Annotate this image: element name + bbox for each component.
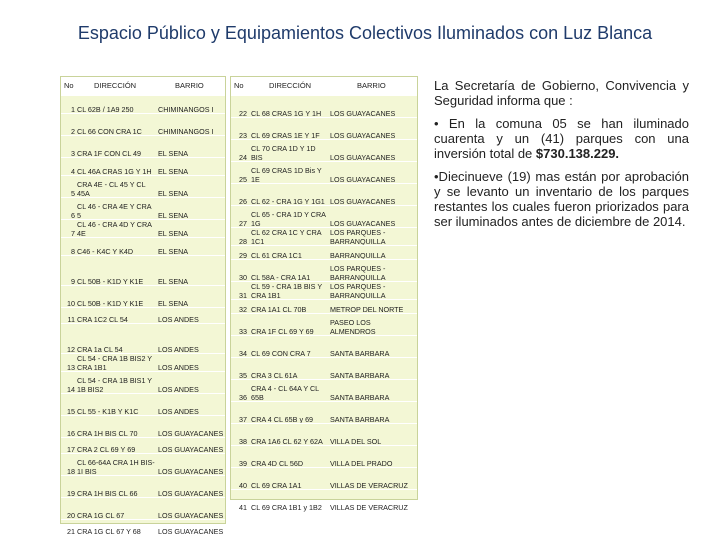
cell-dir: CRA 4 CL 65B y 69 [251,415,314,424]
table-row [231,445,417,468]
cell-no: 7 [71,229,75,238]
cell-dir: CL 66-64A CRA 1H BIS- 1I BIS [77,458,155,476]
cell-barrio: LOS ANDES [158,385,199,394]
cell-barrio: SANTA BARBARA [330,415,390,424]
cell-barrio: LOS PARQUES - BARRANQUILLA [330,282,386,300]
right-table [230,76,418,512]
bullet-investment [434,116,689,161]
cell-dir: CL 66 CON CRA 1C [77,127,142,136]
table-row [231,423,417,446]
table-row [61,519,225,536]
cell-barrio: LOS GUAYACANES [158,511,224,520]
cell-barrio: LOS GUAYACANES [330,197,396,206]
cell-dir: CL 50B - K1D Y K1E [77,277,144,286]
investment-amount: $730.138.229. [535,146,620,161]
cell-dir: CL 46 - CRA 4D Y CRA 4E [77,220,152,238]
description-panel [434,78,689,237]
cell-barrio: LOS GUAYACANES [330,153,396,162]
cell-dir: CL 46A CRAS 1G Y 1H [77,167,152,176]
cell-barrio: LOS PARQUES - BARRANQUILLA [330,264,386,282]
cell-no: 8 [71,247,75,256]
cell-no: 11 [67,315,75,324]
cell-no: 21 [67,527,75,536]
cell-no: 14 [67,385,75,394]
cell-barrio: EL SENA [158,277,189,286]
cell-dir: CRA 1A1 CL 70B [251,305,307,314]
table-row [61,371,225,394]
cell-no: 17 [67,445,75,454]
table-row [61,307,225,324]
cell-barrio: PASEO LOS ALMENDROS [330,318,376,336]
intro-text: La Secretaría de Gobierno, Convivencia y Seguridad informa que : [434,78,689,108]
cell-no: 29 [239,251,247,260]
cell-barrio: LOS GUAYACANES [158,489,224,498]
table-row [61,219,225,238]
cell-no: 40 [239,481,247,490]
cell-dir: CRA 1C2 CL 54 [77,315,128,324]
table-row [61,113,225,136]
table-row [61,353,225,372]
left-table [60,76,226,536]
table-row [61,475,225,498]
cell-no: 38 [239,437,247,446]
cell-no: 37 [239,415,247,424]
bullet-investment-text: • En la comuna 05 se han iluminado cuarenta y un (41) parques con una inversión total de [434,116,689,161]
table-row [61,415,225,438]
table-row [231,335,417,358]
cell-dir: CL 46 - CRA 4E Y CRA 5 [77,202,152,220]
table-row [61,197,225,220]
cell-no: 6 [71,211,75,220]
cell-no: 10 [67,299,75,308]
right-header-row [231,77,417,95]
cell-no: 5 [71,189,75,198]
cell-dir: CRA 1F CL 69 Y 69 [251,327,314,336]
cell-barrio: LOS PARQUES - BARRANQUILLA [330,228,386,246]
cell-barrio: CHIMINANGOS I [158,127,214,136]
table-row [231,401,417,424]
cell-dir: CL 58A - CRA 1A1 [251,273,311,282]
cell-barrio: SANTA BARBARA [330,349,390,358]
cell-dir: CRA 4D CL 56D [251,459,304,468]
cell-no: 27 [239,219,247,228]
header-barrio: BARRIO [357,81,386,90]
table-row [61,453,225,476]
table-row [61,135,225,158]
left-header-row [61,77,225,95]
cell-dir: CRA 4 - CL 64A Y CL 65B [251,384,319,402]
cell-no: 15 [67,407,75,416]
cell-barrio: LOS ANDES [158,363,199,372]
cell-barrio: CHIMINANGOS I [158,105,214,114]
cell-dir: CL 62 - CRA 1G Y 1G1 [251,197,325,206]
cell-dir: CRA 1G CL 67 Y 68 [77,527,141,536]
table-row [61,237,225,256]
table-row [231,95,417,118]
cell-no: 19 [67,489,75,498]
table-row [231,227,417,246]
cell-no: 34 [239,349,247,358]
cell-dir: CL 69 CRAS 1E Y 1F [251,131,320,140]
table-row [231,161,417,184]
table-row [231,313,417,336]
cell-dir: CL 62B / 1A9 250 [77,105,134,114]
cell-barrio: EL SENA [158,149,189,158]
cell-barrio: EL SENA [158,211,189,220]
cell-no: 26 [239,197,247,206]
header-barrio: BARRIO [175,81,204,90]
cell-barrio: SANTA BARBARA [330,371,390,380]
cell-no: 16 [67,429,75,438]
cell-barrio: VILLAS DE VERACRUZ [330,503,408,512]
cell-dir: CRA 3 CL 61A [251,371,298,380]
cell-no: 2 [71,127,75,136]
table-row [231,379,417,402]
cell-barrio: VILLA DEL SOL [330,437,382,446]
cell-dir: CRA 1A6 CL 62 Y 62A [251,437,323,446]
cell-dir: CL 50B - K1D Y K1E [77,299,144,308]
cell-barrio: EL SENA [158,247,189,256]
table-row [231,259,417,282]
table-row [231,117,417,140]
cell-no: 28 [239,237,247,246]
cell-barrio: EL SENA [158,189,189,198]
cell-no: 13 [67,363,75,372]
cell-dir: CL 55 - K1B Y K1C [77,407,139,416]
cell-barrio: LOS GUAYACANES [158,467,224,476]
bullet-pending: •Diecinueve (19) mas están por aprobación y se levanto un inventario de los parques restantes los cuales fueron priorizados para ser iluminados antes de diciembre de 2014. [434,169,689,229]
cell-barrio: LOS ANDES [158,315,199,324]
cell-dir: CRA 4E - CL 45 Y CL 45A [77,180,146,198]
cell-dir: CL 61 CRA 1C1 [251,251,302,260]
cell-dir: CL 69 CON CRA 7 [251,349,311,358]
table-row [61,285,225,308]
cell-barrio: LOS ANDES [158,345,199,354]
cell-dir: CL 69 CRA 1A1 [251,481,302,490]
cell-dir: CL 62 CRA 1C Y CRA 1C1 [251,228,322,246]
cell-dir: CL 70 CRA 1D Y 1D BIS [251,144,316,162]
header-no: No [234,81,244,90]
cell-dir: CRA 1H BIS CL 70 [77,429,138,438]
cell-dir: CL 54 - CRA 1B BIS1 Y 1B BIS2 [77,376,152,394]
cell-no: 4 [71,167,75,176]
cell-no: 39 [239,459,247,468]
cell-no: 41 [239,503,247,512]
cell-no: 18 [67,467,75,476]
cell-dir: CRA 2 CL 69 Y 69 [77,445,136,454]
cell-barrio: LOS GUAYACANES [158,429,224,438]
table-row [231,139,417,162]
cell-no: 1 [71,105,75,114]
table-row [231,467,417,490]
cell-dir: CL 54 - CRA 1B BIS2 Y CRA 1B1 [77,354,152,372]
cell-no: 36 [239,393,247,402]
cell-barrio: LOS ANDES [158,407,199,416]
table-row [231,489,417,512]
table-row [231,299,417,314]
table-row [61,393,225,416]
cell-barrio: EL SENA [158,229,189,238]
cell-dir: CL 65 - CRA 1D Y CRA 1G [251,210,326,228]
cell-barrio: VILLAS DE VERACRUZ [330,481,408,490]
table-row [231,357,417,380]
header-no: No [64,81,74,90]
cell-dir: CRA 1G CL 67 [77,511,125,520]
cell-dir: C46 - K4C Y K4D [77,247,134,256]
cell-dir: CL 69 CRAS 1D Bis Y 1E [251,166,322,184]
table-row [61,95,225,114]
cell-barrio: LOS GUAYACANES [158,527,224,536]
table-row [61,175,225,198]
cell-barrio: EL SENA [158,299,189,308]
cell-barrio: LOS GUAYACANES [330,219,396,228]
cell-no: 9 [71,277,75,286]
table-row [231,183,417,206]
table-row [61,255,225,286]
cell-barrio: SANTA BARBARA [330,393,390,402]
table-row [231,245,417,260]
cell-barrio: EL SENA [158,167,189,176]
cell-barrio: LOS GUAYACANES [330,131,396,140]
cell-dir: CRA 1F CON CL 49 [77,149,142,158]
cell-barrio: VILLA DEL PRADO [330,459,393,468]
page-title: Espacio Público y Equipamientos Colectivos Iluminados con Luz Blanca [77,23,653,43]
cell-dir: CL 69 CRA 1B1 y 1B2 [251,503,322,512]
header-direccion: DIRECCIÓN [269,81,312,90]
table-row [231,281,417,300]
cell-no: 3 [71,149,75,158]
cell-barrio: LOS GUAYACANES [158,445,224,454]
cell-barrio: LOS GUAYACANES [330,175,396,184]
cell-dir: CL 68 CRAS 1G Y 1H [251,109,322,118]
cell-no: 33 [239,327,247,336]
cell-no: 25 [239,175,247,184]
cell-dir: CRA 1a CL 54 [77,345,123,354]
table-row [231,205,417,228]
cell-barrio: BARRANQUILLA [330,251,386,260]
table-row [61,437,225,454]
cell-no: 31 [239,291,247,300]
header-direccion: DIRECCIÓN [94,81,137,90]
cell-no: 12 [67,345,75,354]
cell-no: 23 [239,131,247,140]
cell-no: 24 [239,153,247,162]
cell-barrio: METROP DEL NORTE [330,305,404,314]
cell-barrio: LOS GUAYACANES [330,109,396,118]
cell-no: 22 [239,109,247,118]
cell-dir: CRA 1H BIS CL 66 [77,489,138,498]
table-row [61,323,225,354]
cell-no: 32 [239,305,247,314]
table-row [61,497,225,520]
table-row [61,157,225,176]
cell-no: 30 [239,273,247,282]
cell-dir: CL 59 - CRA 1B BIS Y CRA 1B1 [251,282,322,300]
cell-no: 35 [239,371,247,380]
cell-no: 20 [67,511,75,520]
